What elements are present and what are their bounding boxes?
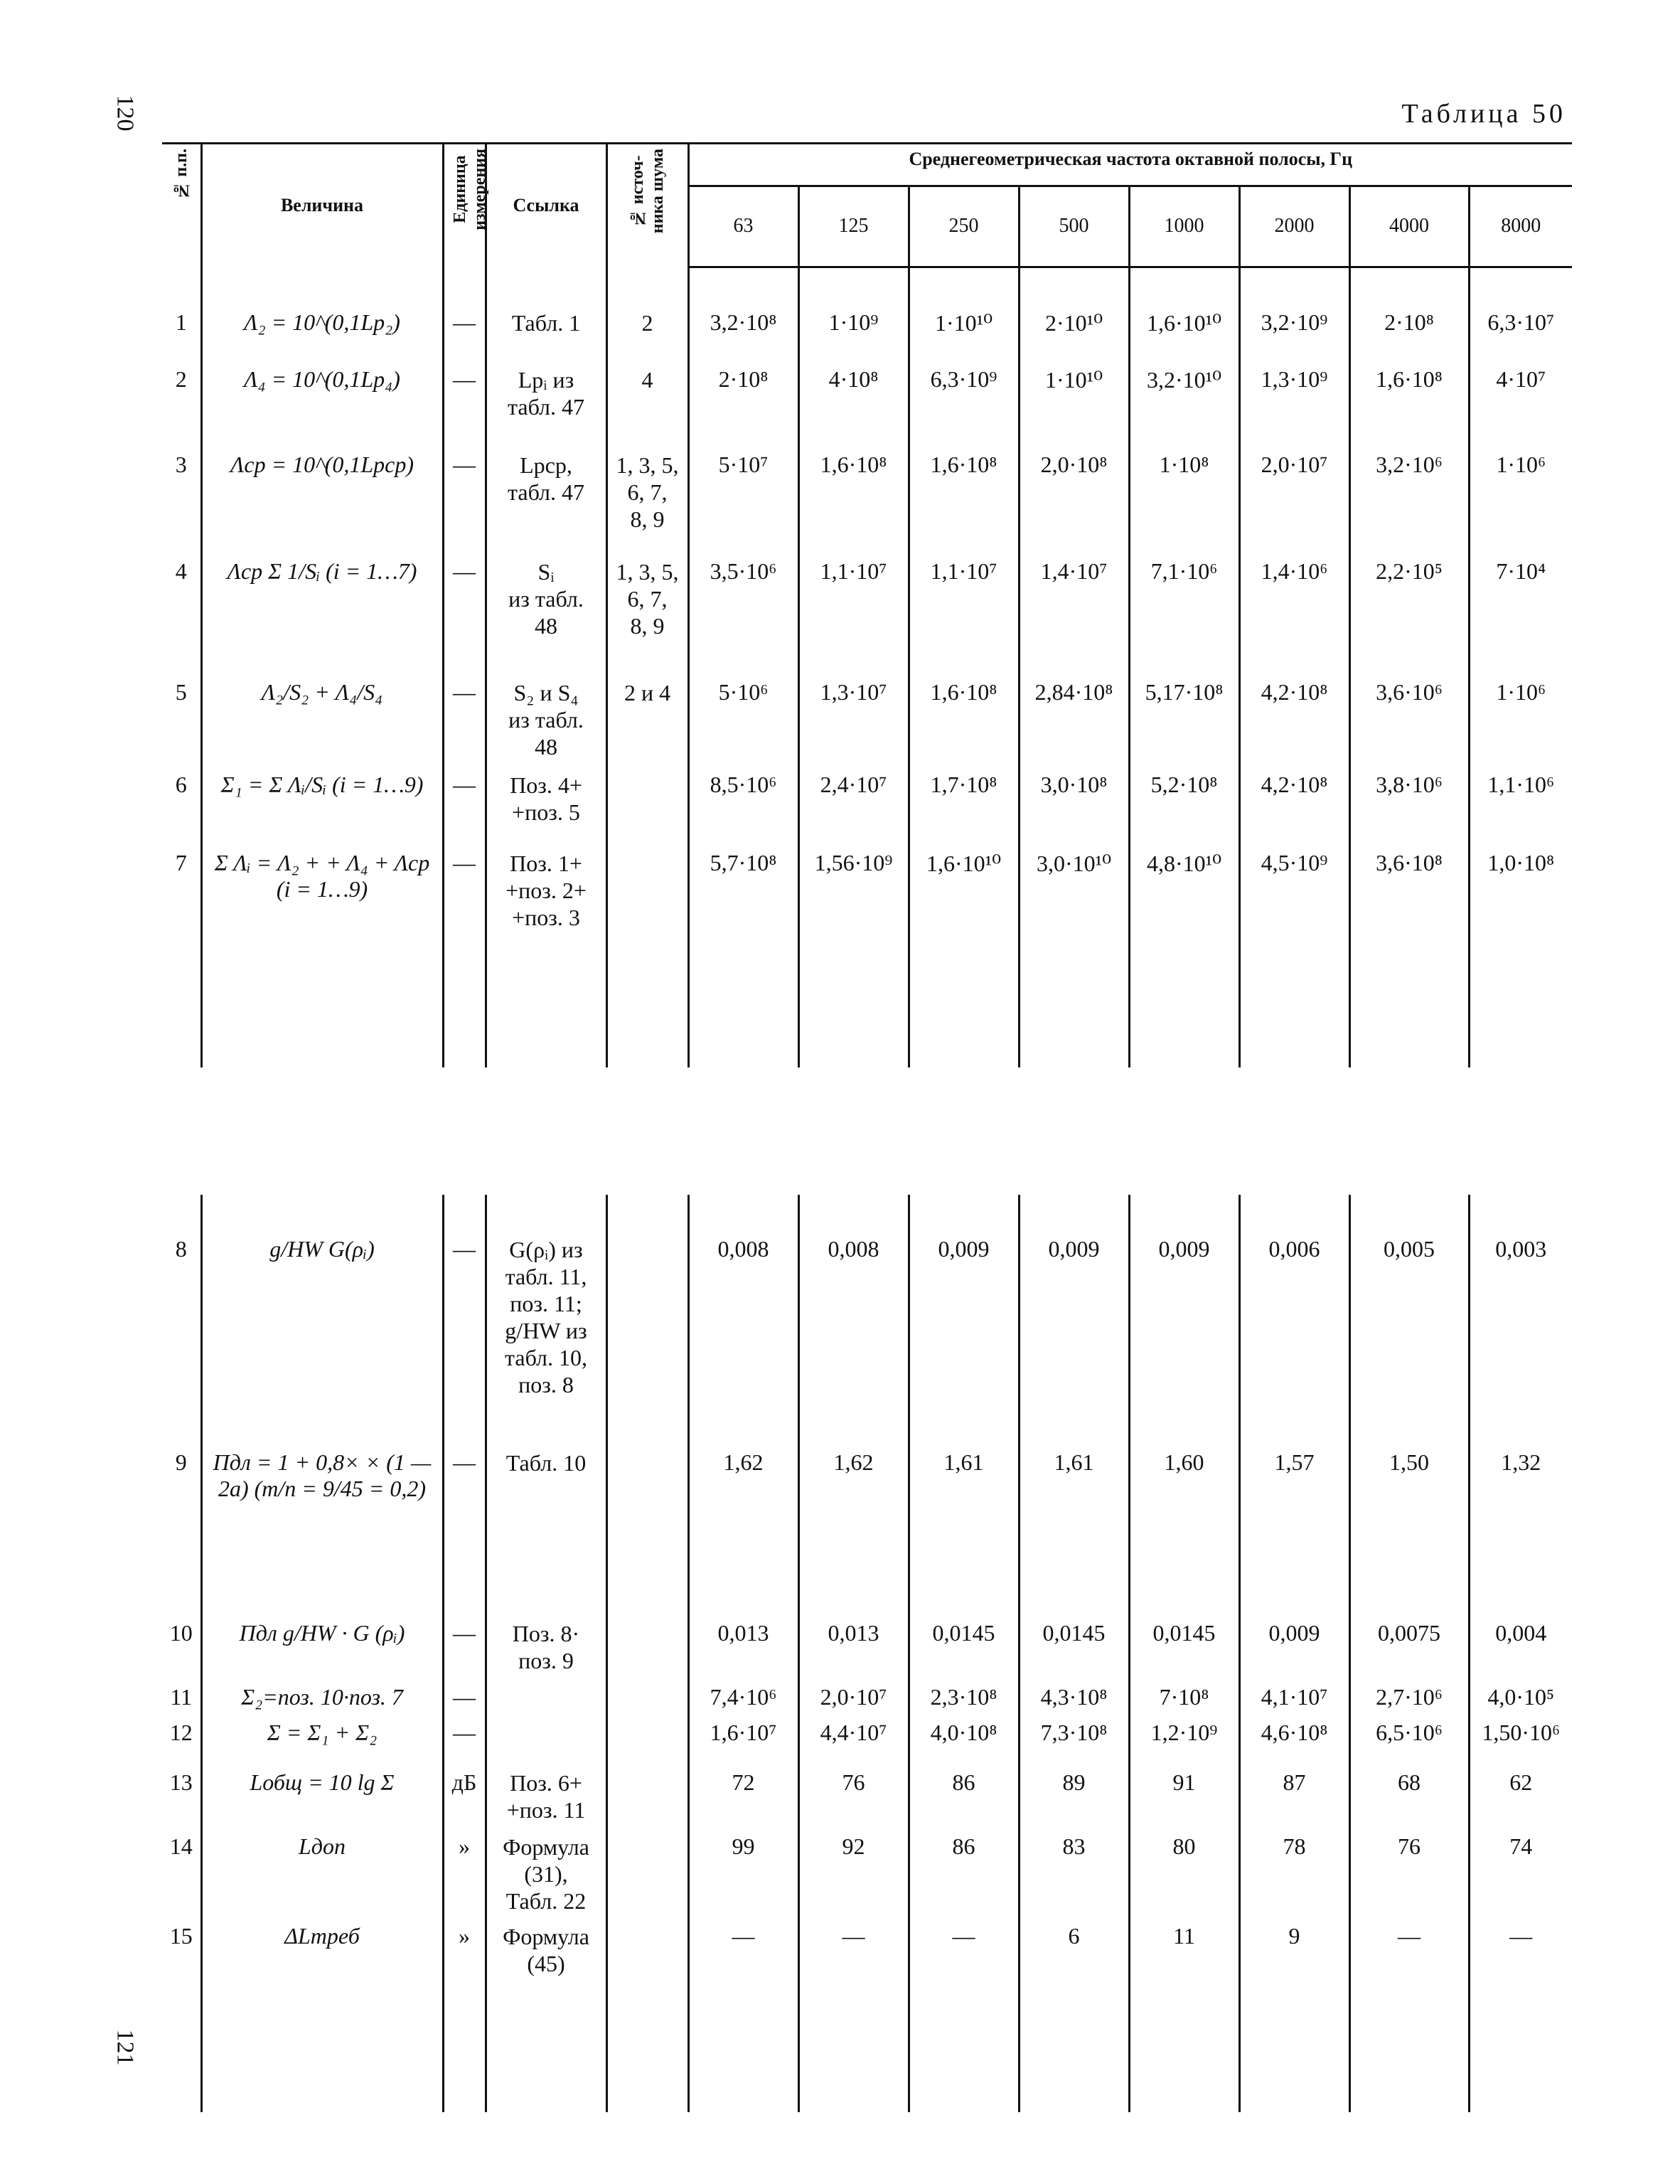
reference-cell: G(ρᵢ) из табл. 11, поз. 11; g/HW из табл. 10, поз. 8	[486, 1232, 606, 1445]
value-cell: 7,1·10⁶	[1129, 554, 1239, 675]
reference-cell: Поз. 6+ +поз. 11	[486, 1765, 606, 1829]
value-cell: 7,4·10⁶	[688, 1680, 798, 1715]
value-cell: 6	[1019, 1919, 1129, 1997]
row-number: 7	[162, 846, 201, 952]
quantity-cell: Σ₁ = Σ Λᵢ/Sᵢ (i = 1…9)	[201, 767, 443, 846]
reference-cell: Поз. 1+ +поз. 2+ +поз. 3	[486, 846, 606, 952]
value-cell: 3,0·10⁸	[1019, 767, 1129, 846]
value-cell: 76	[1349, 1829, 1469, 1919]
source-cell	[606, 1680, 688, 1715]
value-cell: 0,0145	[1129, 1616, 1239, 1680]
row-number: 4	[162, 554, 201, 675]
value-cell: 1·10¹⁰	[1019, 362, 1129, 447]
value-cell: 0,008	[798, 1232, 909, 1445]
table-row	[162, 1715, 1572, 1765]
value-cell: 74	[1469, 1829, 1572, 1919]
source-cell	[606, 1616, 688, 1680]
value-cell: 7·10⁸	[1129, 1680, 1239, 1715]
value-cell: 1·10⁶	[1469, 675, 1572, 767]
value-cell: 6,5·10⁶	[1349, 1715, 1469, 1765]
value-cell: 1,6·10⁷	[688, 1715, 798, 1765]
value-cell: 3,2·10¹⁰	[1129, 362, 1239, 447]
table-row	[162, 305, 1572, 362]
header-frequency: 250	[909, 186, 1019, 267]
quantity-cell: Λ₂ = 10^(0,1Lp₂)	[201, 305, 443, 362]
value-cell: 2,4·10⁷	[798, 767, 909, 846]
value-cell: 0,005	[1349, 1232, 1469, 1445]
row-number: 1	[162, 305, 201, 362]
reference-cell: Поз. 4+ +поз. 5	[486, 767, 606, 846]
row-number: 2	[162, 362, 201, 447]
quantity-cell: ΔLтреб	[201, 1919, 443, 1997]
value-cell: 5·10⁶	[688, 675, 798, 767]
value-cell: 91	[1129, 1765, 1239, 1829]
table-row	[162, 1765, 1572, 1829]
value-cell: 0,0075	[1349, 1616, 1469, 1680]
value-cell: —	[1349, 1919, 1469, 1997]
source-cell	[606, 1829, 688, 1919]
header-frequency: 500	[1019, 186, 1129, 267]
value-cell: 2,3·10⁸	[909, 1680, 1019, 1715]
value-cell: 0,003	[1469, 1232, 1572, 1445]
table-row	[162, 554, 1572, 675]
value-cell: 4,1·10⁷	[1239, 1680, 1349, 1715]
quantity-cell: g/HW G(ρᵢ)	[201, 1232, 443, 1445]
quantity-cell: Lдоп	[201, 1829, 443, 1919]
reference-cell: S₂ и S₄ из табл. 48	[486, 675, 606, 767]
value-cell: 6,3·10⁷	[1469, 305, 1572, 362]
quantity-cell: Λср = 10^(0,1Lpср)	[201, 447, 443, 554]
quantity-cell: Σ = Σ₁ + Σ₂	[201, 1715, 443, 1765]
value-cell: 1,50	[1349, 1445, 1469, 1616]
value-cell: 0,013	[798, 1616, 909, 1680]
value-cell: —	[1469, 1919, 1572, 1997]
value-cell: 0,013	[688, 1616, 798, 1680]
header-frequency: 63	[688, 186, 798, 267]
value-cell: 1,32	[1469, 1445, 1572, 1616]
value-cell: 89	[1019, 1765, 1129, 1829]
reference-cell: Формула (45)	[486, 1919, 606, 1997]
value-cell: 9	[1239, 1919, 1349, 1997]
value-cell: 0,009	[1129, 1232, 1239, 1445]
value-cell: 4,3·10⁸	[1019, 1680, 1129, 1715]
value-cell: 1,6·10¹⁰	[909, 846, 1019, 952]
value-cell: 4,2·10⁸	[1239, 767, 1349, 846]
value-cell: 3,5·10⁶	[688, 554, 798, 675]
quantity-cell: Lобщ = 10 lg Σ	[201, 1765, 443, 1829]
table-row	[162, 846, 1572, 952]
value-cell: —	[798, 1919, 909, 1997]
value-cell: 3,0·10¹⁰	[1019, 846, 1129, 952]
row-number: 3	[162, 447, 201, 554]
value-cell: 2,0·10⁷	[1239, 447, 1349, 554]
value-cell: 1,3·10⁹	[1239, 362, 1349, 447]
reference-cell	[486, 1715, 606, 1765]
quantity-cell: Λ₂/S₂ + Λ₄/S₄	[201, 675, 443, 767]
value-cell: 1,57	[1239, 1445, 1349, 1616]
source-cell: 2 и 4	[606, 675, 688, 767]
quantity-cell: Σ Λᵢ = Λ₂ + + Λ₄ + Λср (i = 1…9)	[201, 846, 443, 952]
value-cell: 76	[798, 1765, 909, 1829]
value-cell: 86	[909, 1765, 1019, 1829]
value-cell: 1,3·10⁷	[798, 675, 909, 767]
header-frequency: 125	[798, 186, 909, 267]
page-number-top: 120	[112, 95, 139, 132]
unit-cell: »	[443, 1829, 486, 1919]
value-cell: 2,0·10⁸	[1019, 447, 1129, 554]
value-cell: 4·10⁷	[1469, 362, 1572, 447]
unit-cell: —	[443, 1680, 486, 1715]
table-row	[162, 675, 1572, 767]
value-cell: 2·10¹⁰	[1019, 305, 1129, 362]
value-cell: 1,6·10¹⁰	[1129, 305, 1239, 362]
value-cell: 0,006	[1239, 1232, 1349, 1445]
value-cell: 4,5·10⁹	[1239, 846, 1349, 952]
table-row	[162, 1829, 1572, 1919]
value-cell: 1,60	[1129, 1445, 1239, 1616]
value-cell: 4,4·10⁷	[798, 1715, 909, 1765]
table-row	[162, 767, 1572, 846]
header-frequency: 4000	[1349, 186, 1469, 267]
value-cell: 1·10¹⁰	[909, 305, 1019, 362]
table-row	[162, 1232, 1572, 1445]
table-title: Таблица 50	[1401, 99, 1566, 129]
reference-cell: Табл. 10	[486, 1445, 606, 1616]
value-cell: 2,7·10⁶	[1349, 1680, 1469, 1715]
unit-cell: —	[443, 675, 486, 767]
reference-cell: Табл. 1	[486, 305, 606, 362]
source-cell	[606, 846, 688, 952]
value-cell: —	[909, 1919, 1019, 1997]
row-number: 10	[162, 1616, 201, 1680]
row-number: 11	[162, 1680, 201, 1715]
reference-cell: Sᵢ из табл. 48	[486, 554, 606, 675]
unit-cell: —	[443, 1232, 486, 1445]
value-cell: 1·10⁸	[1129, 447, 1239, 554]
header-unit: Единица измерения	[443, 144, 486, 267]
value-cell: 1,7·10⁸	[909, 767, 1019, 846]
value-cell: 0,009	[1239, 1616, 1349, 1680]
value-cell: 2,0·10⁷	[798, 1680, 909, 1715]
value-cell: 1,1·10⁷	[798, 554, 909, 675]
value-cell: 1,1·10⁷	[909, 554, 1019, 675]
source-cell	[606, 1715, 688, 1765]
value-cell: 8,5·10⁶	[688, 767, 798, 846]
source-cell	[606, 1919, 688, 1997]
value-cell: 1,2·10⁹	[1129, 1715, 1239, 1765]
value-cell: 1,56·10⁹	[798, 846, 909, 952]
value-cell: 4,8·10¹⁰	[1129, 846, 1239, 952]
value-cell: 0,0145	[909, 1616, 1019, 1680]
value-cell: 1,6·10⁸	[909, 675, 1019, 767]
value-cell: 4,6·10⁸	[1239, 1715, 1349, 1765]
data-table-bottom	[162, 1195, 1572, 2112]
value-cell: 3,6·10⁶	[1349, 675, 1469, 767]
value-cell: 2,84·10⁸	[1019, 675, 1129, 767]
value-cell: 0,004	[1469, 1616, 1572, 1680]
table-row	[162, 1616, 1572, 1680]
unit-cell: дБ	[443, 1765, 486, 1829]
unit-cell: »	[443, 1919, 486, 1997]
value-cell: 1,4·10⁷	[1019, 554, 1129, 675]
value-cell: 1,0·10⁸	[1469, 846, 1572, 952]
row-number: 6	[162, 767, 201, 846]
row-number: 5	[162, 675, 201, 767]
value-cell: 6,3·10⁹	[909, 362, 1019, 447]
reference-cell: Lpᵢ из табл. 47	[486, 362, 606, 447]
row-number: 8	[162, 1232, 201, 1445]
value-cell: 1,6·10⁸	[1349, 362, 1469, 447]
value-cell: 0,0145	[1019, 1616, 1129, 1680]
value-cell: 1,61	[1019, 1445, 1129, 1616]
header-source: № источ- ника шума	[606, 144, 688, 267]
value-cell: 0,009	[909, 1232, 1019, 1445]
value-cell: 2·10⁸	[688, 362, 798, 447]
page-number-bottom: 121	[112, 2029, 139, 2066]
value-cell: 92	[798, 1829, 909, 1919]
value-cell: 1,62	[688, 1445, 798, 1616]
row-number: 14	[162, 1829, 201, 1919]
value-cell: 86	[909, 1829, 1019, 1919]
value-cell: 3,2·10⁹	[1239, 305, 1349, 362]
value-cell: 83	[1019, 1829, 1129, 1919]
data-table-top	[162, 142, 1572, 1067]
value-cell: 1,4·10⁶	[1239, 554, 1349, 675]
unit-cell: —	[443, 554, 486, 675]
value-cell: 0,009	[1019, 1232, 1129, 1445]
value-cell: 4,2·10⁸	[1239, 675, 1349, 767]
row-number: 9	[162, 1445, 201, 1616]
value-cell: 1,6·10⁸	[909, 447, 1019, 554]
value-cell: 3,6·10⁸	[1349, 846, 1469, 952]
source-cell	[606, 1445, 688, 1616]
value-cell: 5·10⁷	[688, 447, 798, 554]
value-cell: 7,3·10⁸	[1019, 1715, 1129, 1765]
value-cell: 0,008	[688, 1232, 798, 1445]
table-row	[162, 447, 1572, 554]
table-row	[162, 1919, 1572, 1997]
source-cell: 1, 3, 5, 6, 7, 8, 9	[606, 554, 688, 675]
row-number: 15	[162, 1919, 201, 1997]
value-cell: 78	[1239, 1829, 1349, 1919]
value-cell: 68	[1349, 1765, 1469, 1829]
value-cell: 99	[688, 1829, 798, 1919]
value-cell: 87	[1239, 1765, 1349, 1829]
header-no: № п.п.	[162, 144, 201, 267]
value-cell: 3,2·10⁸	[688, 305, 798, 362]
quantity-cell: Σ₂=поз. 10·поз. 7	[201, 1680, 443, 1715]
unit-cell: —	[443, 447, 486, 554]
unit-cell: —	[443, 767, 486, 846]
unit-cell: —	[443, 1445, 486, 1616]
quantity-cell: Λ₄ = 10^(0,1Lp₄)	[201, 362, 443, 447]
header-frequency: 2000	[1239, 186, 1349, 267]
source-cell: 1, 3, 5, 6, 7, 8, 9	[606, 447, 688, 554]
unit-cell: —	[443, 305, 486, 362]
header-frequency: 8000	[1469, 186, 1572, 267]
value-cell: 4,0·10⁵	[1469, 1680, 1572, 1715]
source-cell	[606, 767, 688, 846]
table-row	[162, 1445, 1572, 1616]
value-cell: 1,50·10⁶	[1469, 1715, 1572, 1765]
source-cell: 4	[606, 362, 688, 447]
source-cell	[606, 1232, 688, 1445]
source-cell: 2	[606, 305, 688, 362]
table-row	[162, 362, 1572, 447]
table-row	[162, 1680, 1572, 1715]
reference-cell: Lpср, табл. 47	[486, 447, 606, 554]
value-cell: 1,61	[909, 1445, 1019, 1616]
value-cell: 80	[1129, 1829, 1239, 1919]
value-cell: 5,2·10⁸	[1129, 767, 1239, 846]
value-cell: 1,62	[798, 1445, 909, 1616]
header-reference: Ссылка	[486, 144, 606, 267]
quantity-cell: Пдл = 1 + 0,8× × (1 — 2a) (m/n = 9/45 = 0,2)	[201, 1445, 443, 1616]
unit-cell: —	[443, 846, 486, 952]
reference-cell: Формула (31), Табл. 22	[486, 1829, 606, 1919]
source-cell	[606, 1765, 688, 1829]
value-cell: 4,0·10⁸	[909, 1715, 1019, 1765]
row-number: 13	[162, 1765, 201, 1829]
value-cell: 3,8·10⁶	[1349, 767, 1469, 846]
value-cell: 1·10⁶	[1469, 447, 1572, 554]
quantity-cell: Λср Σ 1/Sᵢ (i = 1…7)	[201, 554, 443, 675]
value-cell: 4·10⁸	[798, 362, 909, 447]
value-cell: 3,2·10⁶	[1349, 447, 1469, 554]
header-quantity: Величина	[201, 144, 443, 267]
quantity-cell: Пдл g/HW · G (ρᵢ)	[201, 1616, 443, 1680]
value-cell: 11	[1129, 1919, 1239, 1997]
unit-cell: —	[443, 1616, 486, 1680]
value-cell: 2·10⁸	[1349, 305, 1469, 362]
value-cell: 5,7·10⁸	[688, 846, 798, 952]
header-frequency: 1000	[1129, 186, 1239, 267]
value-cell: 1,1·10⁶	[1469, 767, 1572, 846]
value-cell: —	[688, 1919, 798, 1997]
header-frequency-caption: Среднегеометрическая частота октавной полосы, Гц	[688, 144, 1572, 186]
unit-cell: —	[443, 362, 486, 447]
reference-cell	[486, 1680, 606, 1715]
unit-cell: —	[443, 1715, 486, 1765]
value-cell: 1·10⁹	[798, 305, 909, 362]
value-cell: 7·10⁴	[1469, 554, 1572, 675]
value-cell: 5,17·10⁸	[1129, 675, 1239, 767]
reference-cell: Поз. 8· поз. 9	[486, 1616, 606, 1680]
row-number: 12	[162, 1715, 201, 1765]
value-cell: 2,2·10⁵	[1349, 554, 1469, 675]
value-cell: 1,6·10⁸	[798, 447, 909, 554]
value-cell: 62	[1469, 1765, 1572, 1829]
value-cell: 72	[688, 1765, 798, 1829]
